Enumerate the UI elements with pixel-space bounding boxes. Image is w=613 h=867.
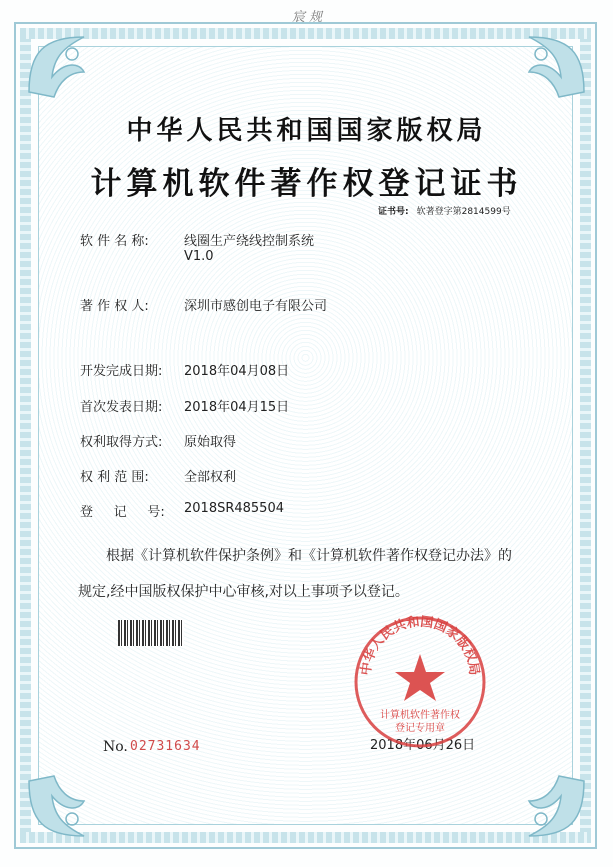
certificate-number <box>378 204 511 217</box>
field-value: 全部权利 <box>184 470 237 485</box>
field-value: 原始取得 <box>184 435 237 450</box>
certificate-number-label: 证书号: <box>378 207 409 217</box>
field-publish-date <box>80 396 289 415</box>
field-label: 软 件 名 称: <box>80 234 149 249</box>
field-acquisition-method <box>80 431 236 450</box>
field-value: 2018年04月08日 <box>184 364 290 379</box>
statement-line-2: 规定,经中国版权保护中心审核,对以上事项予以登记。 <box>78 584 409 600</box>
field-value: 线圈生产绕线控制系统 V1.0 <box>184 234 315 264</box>
field-value: 2018年04月15日 <box>184 400 290 415</box>
corner-ornament-icon <box>509 771 589 841</box>
official-seal-icon <box>350 612 490 752</box>
field-value: 2018SR485504 <box>184 501 284 516</box>
field-rights-scope <box>80 466 236 485</box>
field-label: 登 记 号: <box>80 505 165 520</box>
seal-line-1: 计算机软件著作权 <box>380 710 460 721</box>
field-copyright-owner <box>80 295 327 314</box>
field-label: 著 作 权 人: <box>80 299 149 314</box>
seal-line-2: 登记专用章 <box>395 723 445 734</box>
barcode-icon <box>118 620 184 646</box>
issue-date: 2018年06月26日 <box>370 738 476 753</box>
serial-label: No. <box>103 739 128 755</box>
statement-paragraph <box>78 538 558 610</box>
corner-ornament-icon <box>509 32 589 102</box>
field-label: 首次发表日期: <box>80 400 163 415</box>
field-software-name <box>80 230 314 264</box>
certificate-title: 计算机软件著作权登记证书 <box>90 166 523 202</box>
field-label: 开发完成日期: <box>80 364 163 379</box>
handwritten-note: 宸 规 <box>292 10 323 25</box>
corner-ornament-icon <box>24 32 104 102</box>
issuer-name: 中华人民共和国国家版权局 <box>126 116 487 146</box>
field-registration-number <box>80 501 284 520</box>
certificate-number-value: 软著登字第2814599号 <box>416 207 511 217</box>
field-label: 权 利 范 围: <box>80 470 149 485</box>
serial-number: 02731634 <box>130 739 201 754</box>
corner-ornament-icon <box>24 771 104 841</box>
statement-line-1: 根据《计算机软件保护条例》和《计算机软件著作权登记办法》的 <box>106 548 512 564</box>
field-value: 深圳市感创电子有限公司 <box>184 299 328 314</box>
seal-arc-text: 中华人民共和国国家版权局 <box>358 614 482 677</box>
field-label: 权利取得方式: <box>80 435 163 450</box>
field-completion-date <box>80 360 289 379</box>
